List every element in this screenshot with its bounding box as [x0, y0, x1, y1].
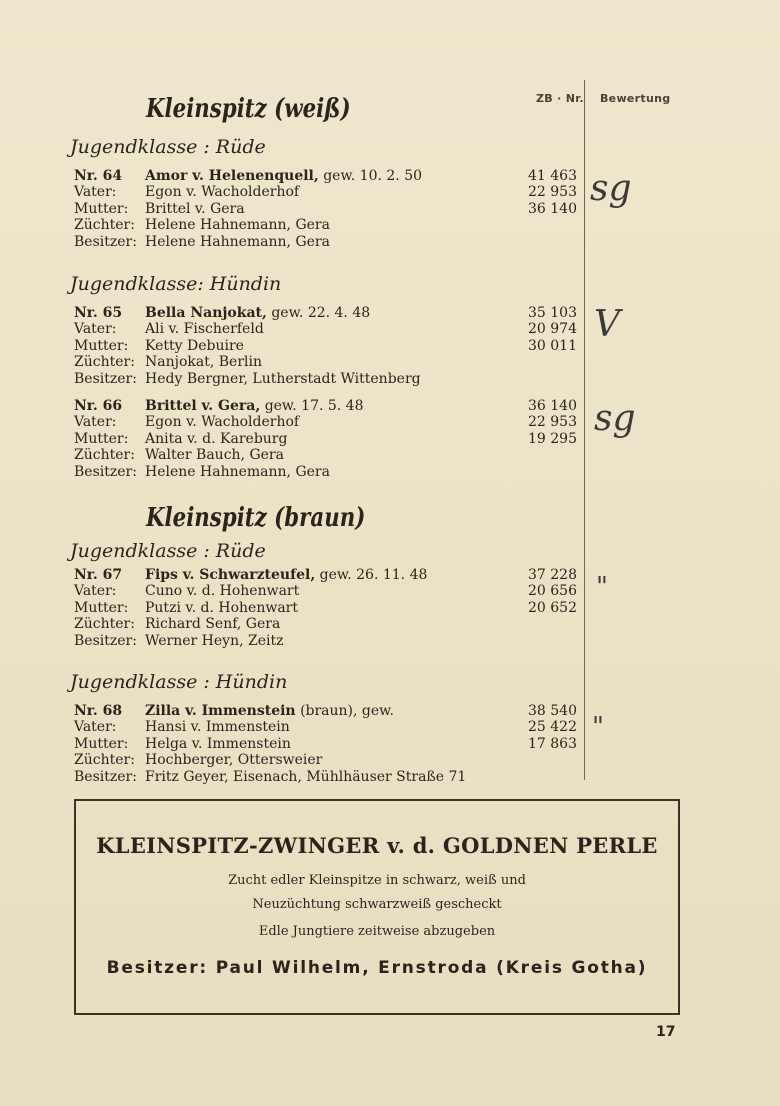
handwritten-grade: " [596, 572, 608, 602]
mother: Brittel v. Gera [145, 200, 245, 217]
owner: Helene Hahnemann, Gera [145, 233, 330, 250]
handwritten-grade: sg [594, 398, 636, 439]
entry-number: Nr. 66 [74, 398, 123, 414]
ad-title: KLEINSPITZ-ZWINGER v. d. GOLDNEN PERLE [96, 833, 658, 858]
label-father: Vater: [74, 321, 117, 338]
owner: Helene Hahnemann, Gera [145, 463, 330, 480]
label-owner: Besitzer: [74, 463, 137, 480]
owner: Werner Heyn, Zeitz [145, 632, 284, 649]
column-divider [584, 80, 585, 780]
mother: Helga v. Immenstein [145, 735, 291, 752]
dog-name: Fips v. Schwarzteufel, [145, 567, 316, 583]
owner: Hedy Bergner, Lutherstadt Wittenberg [145, 370, 421, 387]
label-breeder: Züchter: [74, 616, 135, 633]
ad-line-1: Zucht edler Kleinspitze in schwarz, weiß und [228, 873, 526, 888]
zb-number-mother: 20 652 [528, 599, 577, 616]
label-breeder: Züchter: [74, 354, 135, 371]
entry-65 [74, 305, 584, 387]
class-heading-male: Jugendklasse : Rüde [70, 136, 266, 158]
column-header-zb: ZB · Nr. [536, 92, 584, 105]
breed-heading-brown: Kleinspitz (braun) [146, 503, 366, 533]
father: Cuno v. d. Hohenwart [145, 583, 300, 600]
dog-details: gew. 17. 5. 48 [264, 398, 364, 414]
breeder: Walter Bauch, Gera [145, 447, 284, 464]
entry-66 [74, 398, 584, 480]
father: Hansi v. Immenstein [145, 719, 290, 736]
label-father: Vater: [74, 719, 117, 736]
ad-line-2: Neuzüchtung schwarzweiß gescheckt [252, 897, 502, 912]
zb-number: 38 540 [528, 703, 577, 719]
kennel-advertisement [74, 799, 680, 1015]
father: Egon v. Wacholderhof [145, 184, 300, 201]
dog-name: Zilla v. Immenstein [145, 703, 296, 719]
column-header-rating: Bewertung [600, 92, 671, 105]
zb-number-mother: 17 863 [528, 735, 577, 752]
label-breeder: Züchter: [74, 447, 135, 464]
label-mother: Mutter: [74, 735, 129, 752]
dog-details: gew. 10. 2. 50 [323, 168, 423, 184]
dog-name: Bella Nanjokat, [145, 305, 267, 321]
zb-number-father: 20 656 [528, 583, 577, 600]
father: Egon v. Wacholderhof [145, 414, 300, 431]
zb-number-father: 22 953 [528, 414, 577, 431]
zb-number-mother: 36 140 [528, 200, 577, 217]
dog-details: gew. 22. 4. 48 [271, 305, 371, 321]
label-father: Vater: [74, 414, 117, 431]
handwritten-grade: " [592, 712, 604, 742]
ad-owner: Besitzer: Paul Wilhelm, Ernstroda (Kreis Gotha) [106, 958, 648, 978]
label-owner: Besitzer: [74, 233, 137, 250]
dog-details: (braun), gew. [300, 703, 394, 719]
handwritten-grade: sg [590, 168, 632, 209]
label-mother: Mutter: [74, 430, 129, 447]
zb-number: 41 463 [528, 168, 577, 184]
zb-number-father: 25 422 [528, 719, 577, 736]
zb-number: 36 140 [528, 398, 577, 414]
breeder: Richard Senf, Gera [145, 616, 281, 633]
entry-67 [74, 567, 584, 649]
mother: Anita v. d. Kareburg [145, 430, 288, 447]
zb-number-father: 22 953 [528, 184, 577, 201]
mother: Putzi v. d. Hohenwart [145, 599, 298, 616]
breeder: Nanjokat, Berlin [145, 354, 262, 371]
label-breeder: Züchter: [74, 217, 135, 234]
class-heading-male: Jugendklasse : Rüde [70, 540, 266, 562]
zb-number-mother: 30 011 [528, 337, 577, 354]
class-heading-female: Jugendklasse: Hündin [70, 273, 282, 295]
label-mother: Mutter: [74, 599, 129, 616]
zb-number: 37 228 [528, 567, 577, 583]
class-heading-female: Jugendklasse : Hündin [70, 671, 288, 693]
zb-number-mother: 19 295 [528, 430, 577, 447]
entry-64 [74, 168, 584, 250]
handwritten-grade: V [594, 304, 620, 345]
label-owner: Besitzer: [74, 768, 137, 785]
entry-number: Nr. 64 [74, 168, 123, 184]
label-mother: Mutter: [74, 337, 129, 354]
breeder: Hochberger, Ottersweier [145, 752, 323, 769]
ad-line-3: Edle Jungtiere zeitweise abzugeben [258, 924, 496, 939]
entry-68 [74, 703, 584, 785]
breeder: Helene Hahnemann, Gera [145, 217, 330, 234]
entry-number: Nr. 65 [74, 305, 123, 321]
label-mother: Mutter: [74, 200, 129, 217]
dog-name: Brittel v. Gera, [145, 398, 261, 414]
label-father: Vater: [74, 583, 117, 600]
label-owner: Besitzer: [74, 370, 137, 387]
breed-heading-white: Kleinspitz (weiß) [146, 94, 351, 124]
father: Ali v. Fischerfeld [145, 321, 264, 338]
dog-details: gew. 26. 11. 48 [319, 567, 428, 583]
zb-number-father: 20 974 [528, 321, 577, 338]
label-father: Vater: [74, 184, 117, 201]
entry-number: Nr. 68 [74, 703, 123, 719]
owner: Fritz Geyer, Eisenach, Mühlhäuser Straße 71 [145, 768, 467, 785]
zb-number: 35 103 [528, 305, 577, 321]
mother: Ketty Debuire [145, 337, 244, 354]
page-number: 17 [656, 1024, 676, 1040]
entry-number: Nr. 67 [74, 567, 123, 583]
label-owner: Besitzer: [74, 632, 137, 649]
dog-name: Amor v. Helenenquell, [145, 168, 319, 184]
label-breeder: Züchter: [74, 752, 135, 769]
